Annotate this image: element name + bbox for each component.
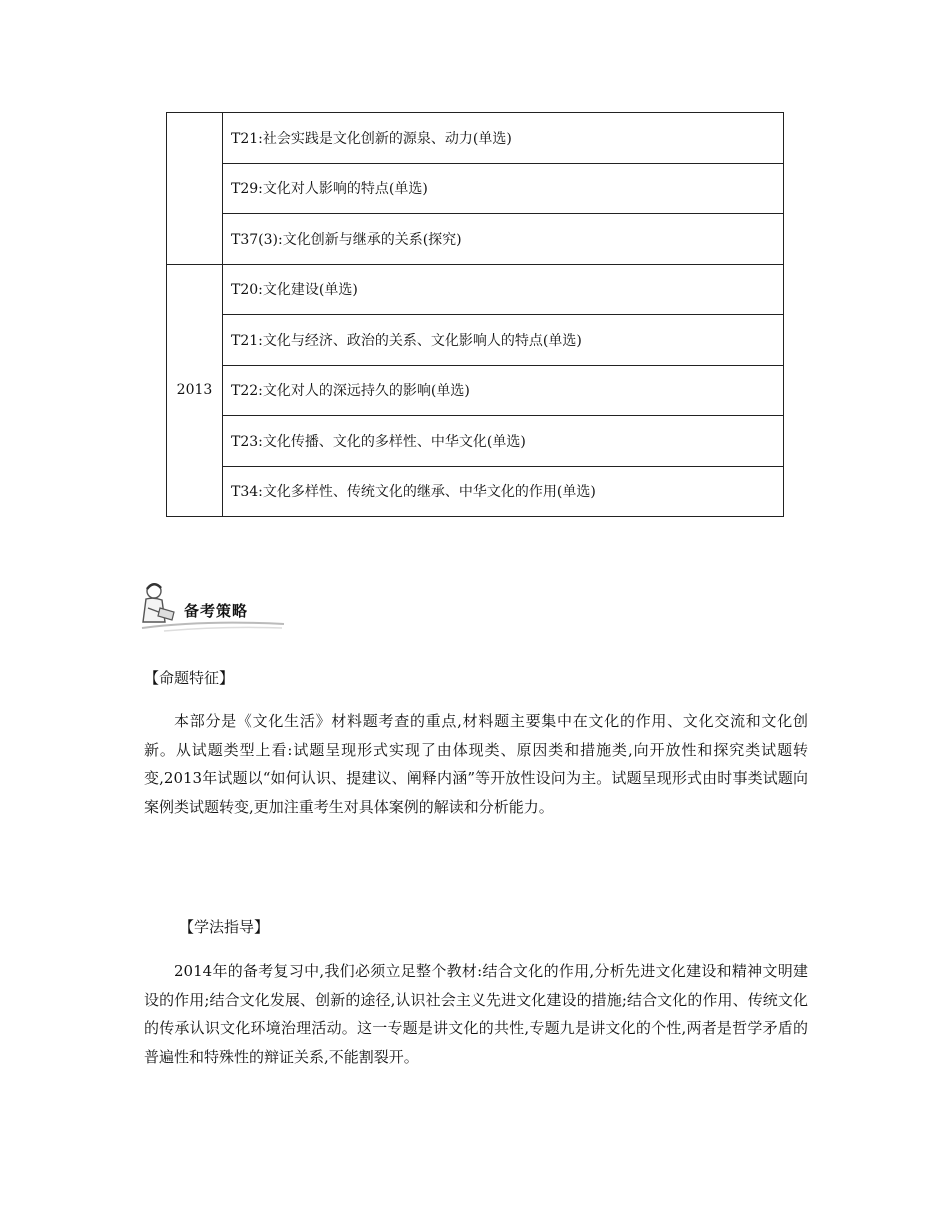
topic-cell: T22:文化对人的深远持久的影响(单选) xyxy=(223,365,784,416)
topic-cell: T29:文化对人影响的特点(单选) xyxy=(223,163,784,214)
table-row xyxy=(167,365,784,416)
year-cell: 2013 xyxy=(167,264,223,517)
table-row xyxy=(167,416,784,467)
topic-cell: T34:文化多样性、传统文化的继承、中华文化的作用(单选) xyxy=(223,466,784,517)
topic-cell: T21:文化与经济、政治的关系、文化影响人的特点(单选) xyxy=(223,315,784,366)
table-row xyxy=(167,264,784,315)
year-cell xyxy=(167,113,223,265)
strategy-header xyxy=(134,578,294,636)
table-row xyxy=(167,163,784,214)
topic-cell: T23:文化传播、文化的多样性、中华文化(单选) xyxy=(223,416,784,467)
topic-cell: T20:文化建设(单选) xyxy=(223,264,784,315)
topic-cell: T37(3):文化创新与继承的关系(探究) xyxy=(223,214,784,265)
exam-topics-table xyxy=(166,112,784,517)
section-heading-study-guide: 【学法指导】 xyxy=(179,918,270,936)
table-row xyxy=(167,466,784,517)
table-row xyxy=(167,214,784,265)
table-row xyxy=(167,315,784,366)
table-row xyxy=(167,113,784,164)
topic-cell: T21:社会实践是文化创新的源泉、动力(单选) xyxy=(223,113,784,164)
section-heading-proposition: 【命题特征】 xyxy=(144,669,235,687)
paragraph-proposition: 本部分是《文化生活》材料题考查的重点,材料题主要集中在文化的作用、文化交流和文化创新。从试题类型上看:试题呈现形式实现了由体现类、原因类和措施类,向开放性和探究类试题转变,2013年试题以“如何认识、提建议、阐释内涵”等开放性设问为主。试题呈现形式由时事类试题向案例类试题转变,更加注重考生对具体案例的解读和分析能力。 xyxy=(144,712,808,816)
paragraph-study-guide: 2014年的备考复习中,我们必须立足整个教材:结合文化的作用,分析先进文化建设和精神文明建设的作用;结合文化发展、创新的途径,认识社会主义先进文化建设的措施;结合文化的作用、传统文化的传承认识文化环境治理活动。这一专题是讲文化的共性,专题九是讲文化的个性,两者是哲学矛盾的普遍性和特殊性的辩证关系,不能割裂开。 xyxy=(144,962,808,1066)
strategy-title: 备考策略 xyxy=(184,602,249,620)
